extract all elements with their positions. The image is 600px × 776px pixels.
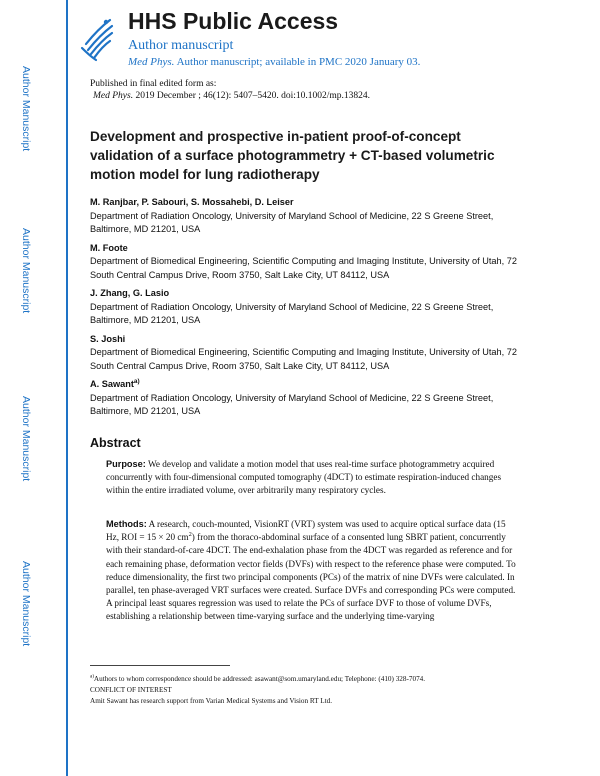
abstract-purpose	[106, 458, 518, 498]
methods-text-a: A research, couch-mounted, VisionRT (VRT) system was used to acquire optical surface data (15 Hz, ROI = 15 × 20 cm	[106, 519, 506, 543]
author-names: S. Joshi	[90, 333, 126, 344]
author-affiliation: Department of Biomedical Engineering, Scientific Computing and Imaging Institute, University of Utah, 72 South Central Campus Drive, Room 3750, Salt Lake City, UT 84112, USA	[90, 347, 517, 371]
author-group-3	[90, 287, 520, 328]
correspondence-text: Authors to whom correspondence should be addressed: asawant@som.umaryland.edu; Telephone: (410) 328-7074.	[93, 675, 426, 683]
abstract-heading: Abstract	[90, 436, 141, 450]
abstract-methods	[106, 518, 518, 624]
citation-text: 2019 December ; 46(12): 5407–5420. doi:10.1002/mp.13824.	[135, 91, 371, 101]
author-group-4	[90, 333, 520, 374]
author-manuscript-heading: Author manuscript	[128, 38, 234, 53]
sidebar-label-1: Author Manuscript	[20, 66, 32, 152]
citation-journal: Med Phys.	[93, 91, 134, 101]
coi-heading: CONFLICT OF INTEREST	[90, 686, 172, 694]
author-names: M. Foote	[90, 242, 128, 253]
purpose-label: Purpose:	[106, 459, 146, 469]
author-group-5	[90, 378, 520, 419]
coi-text: Amit Sawant has research support from Varian Medical Systems and Vision RT Ltd.	[90, 697, 333, 705]
availability-line	[128, 56, 420, 68]
availability-text: Author manuscript; available in PMC 2020 January 03.	[176, 56, 421, 68]
correspondence-footnote	[90, 675, 530, 685]
footnote-marker: a)	[90, 674, 94, 680]
author-group-1	[90, 196, 520, 237]
article-title: Development and prospective in-patient proof-of-concept validation of a surface photogrammetry + CT-based volumetric motion model for lung radiotherapy	[90, 129, 495, 182]
sidebar-label-2: Author Manuscript	[20, 228, 32, 314]
author-names: A. Sawant	[90, 379, 134, 389]
journal-name: Med Phys.	[128, 56, 175, 68]
sidebar-rule	[66, 0, 68, 776]
sidebar-label-4: Author Manuscript	[20, 561, 32, 647]
author-names-corresponding	[90, 378, 520, 392]
author-group-2	[90, 242, 520, 283]
published-label: Published in final edited form as:	[90, 79, 217, 89]
sidebar-label-3: Author Manuscript	[20, 396, 32, 482]
author-names: M. Ranjbar, P. Sabouri, S. Mossahebi, D. Leiser	[90, 197, 294, 207]
hhs-public-access-title: HHS Public Access	[128, 8, 339, 34]
publication-info	[90, 78, 370, 102]
methods-text-b: ) from the thoraco-abdominal surface of a consented lung SBRT patient, concurrently with their standard-of-care 4DCT. The end-exhalation phase from the 4DCT was regarded as reference and for each remaining phase, deformation vector fields (DVFs) with respect to the reference phase were computed. To reduce dimensionality, the first two principal components (PCs) of the matrix of nine DVFs were calculated. In parallel, ten phase-averaged VRT surfaces were created. Surface DVFs and corresponding PCs were computed. A principal least squares regression was used to relate the PCs of surface DVF to those of volume DVFs, establishing a relationship between time-varying surface and the underlying time-varying	[106, 532, 516, 622]
correspondence-marker: a)	[133, 377, 140, 385]
author-affiliation: Department of Radiation Oncology, University of Maryland School of Medicine, 22 S Greene Street, Baltimore, MD 21201, USA	[90, 210, 494, 234]
methods-label: Methods:	[106, 519, 147, 529]
author-affiliation: Department of Radiation Oncology, University of Maryland School of Medicine, 22 S Greene Street, Baltimore, MD 21201, USA	[90, 301, 494, 325]
author-names: J. Zhang, G. Lasio	[90, 288, 170, 298]
purpose-text: We develop and validate a motion model that uses real-time surface photogrammetry acquired concurrently with four-dimensional computed tomography (4DCT) to estimate respiration-induced changes within the entire irradiated volume, over arbitrarily many respiratory cycles.	[106, 459, 502, 496]
footnote-rule	[90, 665, 230, 666]
hhs-eagle-logo-icon	[76, 14, 116, 62]
methods-superscript: 2	[188, 531, 192, 539]
citation-line	[90, 90, 370, 102]
author-affiliation: Department of Radiation Oncology, University of Maryland School of Medicine, 22 S Greene Street, Baltimore, MD 21201, USA	[90, 392, 494, 416]
author-list	[90, 196, 520, 424]
author-affiliation: Department of Biomedical Engineering, Scientific Computing and Imaging Institute, University of Utah, 72 South Central Campus Drive, Room 3750, Salt Lake City, UT 84112, USA	[90, 256, 517, 280]
